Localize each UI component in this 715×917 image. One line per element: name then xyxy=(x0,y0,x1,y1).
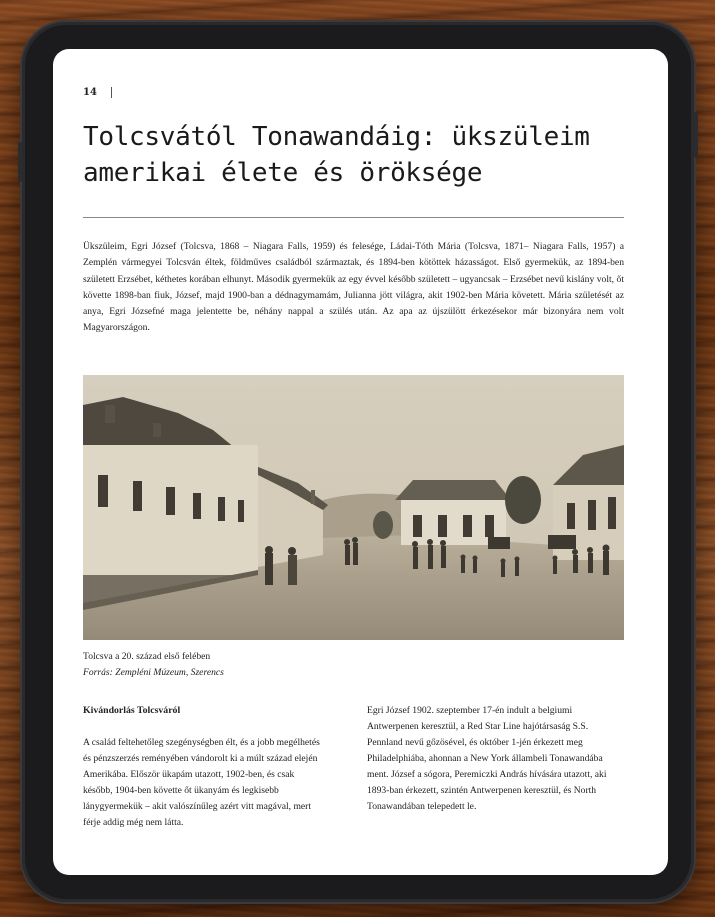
intro-paragraph: Ükszüleim, Egri József (Tolcsva, 1868 – Niagara Falls, 1959) és felesége, Ládai-Tóth Mária (Tolcsva, 1871– Niagara Falls, 1957) a Zemplén vármegyei Tolcsván éltek, földműves családból származtak, és 1894-ben kötöttek házasságot. Első gyermekük, az 1894-ben született Erzsébet, kéthetes korában elhunyt. Második gyermekük az egy évvel később született – ugyancsak – Erzsébet nevű kislány volt, őt követte 1898-ban fiuk, József, majd 1900-ban a dédnagymamám, Julianna jött világra, akit 1902-ben Mária követett. Mária születését az anya, Egri Józsefné maga jelentette be, néhány nappal a szülés után. Az apa az újszülött érkezésekor már bizonyára nem volt Magyarországon. xyxy=(83,241,624,334)
caption-text: Tolcsva a 20. század első felében xyxy=(83,651,211,662)
text-column-left xyxy=(83,703,323,831)
title-divider xyxy=(83,217,624,218)
page-number: 14 xyxy=(83,87,97,98)
power-button[interactable] xyxy=(694,112,698,158)
header-divider xyxy=(111,87,112,98)
historical-photo xyxy=(83,375,624,640)
section-paragraph-right: Egri József 1902. szeptember 17-én indult a belgiumi Antwerpenen keresztül, a Red Star Line hajótársaság S.S. Pennland nevű gőzösével, és október 1-jén érkezett meg Philadelphiába, ahonnan a New York állambeli Tonawandába ment. József a sógora, Peremiczki András hívására utazott, aki 1893-ban érkezett, szintén Antwerpenen keresztül, és North Tonawandában telepedett le. xyxy=(367,705,607,812)
volume-button[interactable] xyxy=(18,142,22,182)
text-column-right xyxy=(367,703,607,815)
page-title: Tolcsvától Tonawandáig: ükszüleim amerikai élete és öröksége xyxy=(83,122,590,188)
caption-source: Forrás: Zempléni Múzeum, Szerencs xyxy=(83,667,224,678)
photo-caption xyxy=(83,649,224,681)
page-header xyxy=(83,87,112,98)
document-page xyxy=(53,49,668,875)
section-heading: Kivándorlás Tolcsváról xyxy=(83,705,181,716)
section-paragraph-left: A család feltehetőleg szegénységben élt, és a jobb megélhetés és pénzszerzés reményében vándorolt ki a múlt század elején Amerikába. Először ükapám utazott, 1902-ben, és csak később, 1904-ben követte őt ükanyám és legkisebb lánygyermekük – akit valószínűleg azért vitt magával, mert férje addig még nem látta. xyxy=(83,737,320,828)
